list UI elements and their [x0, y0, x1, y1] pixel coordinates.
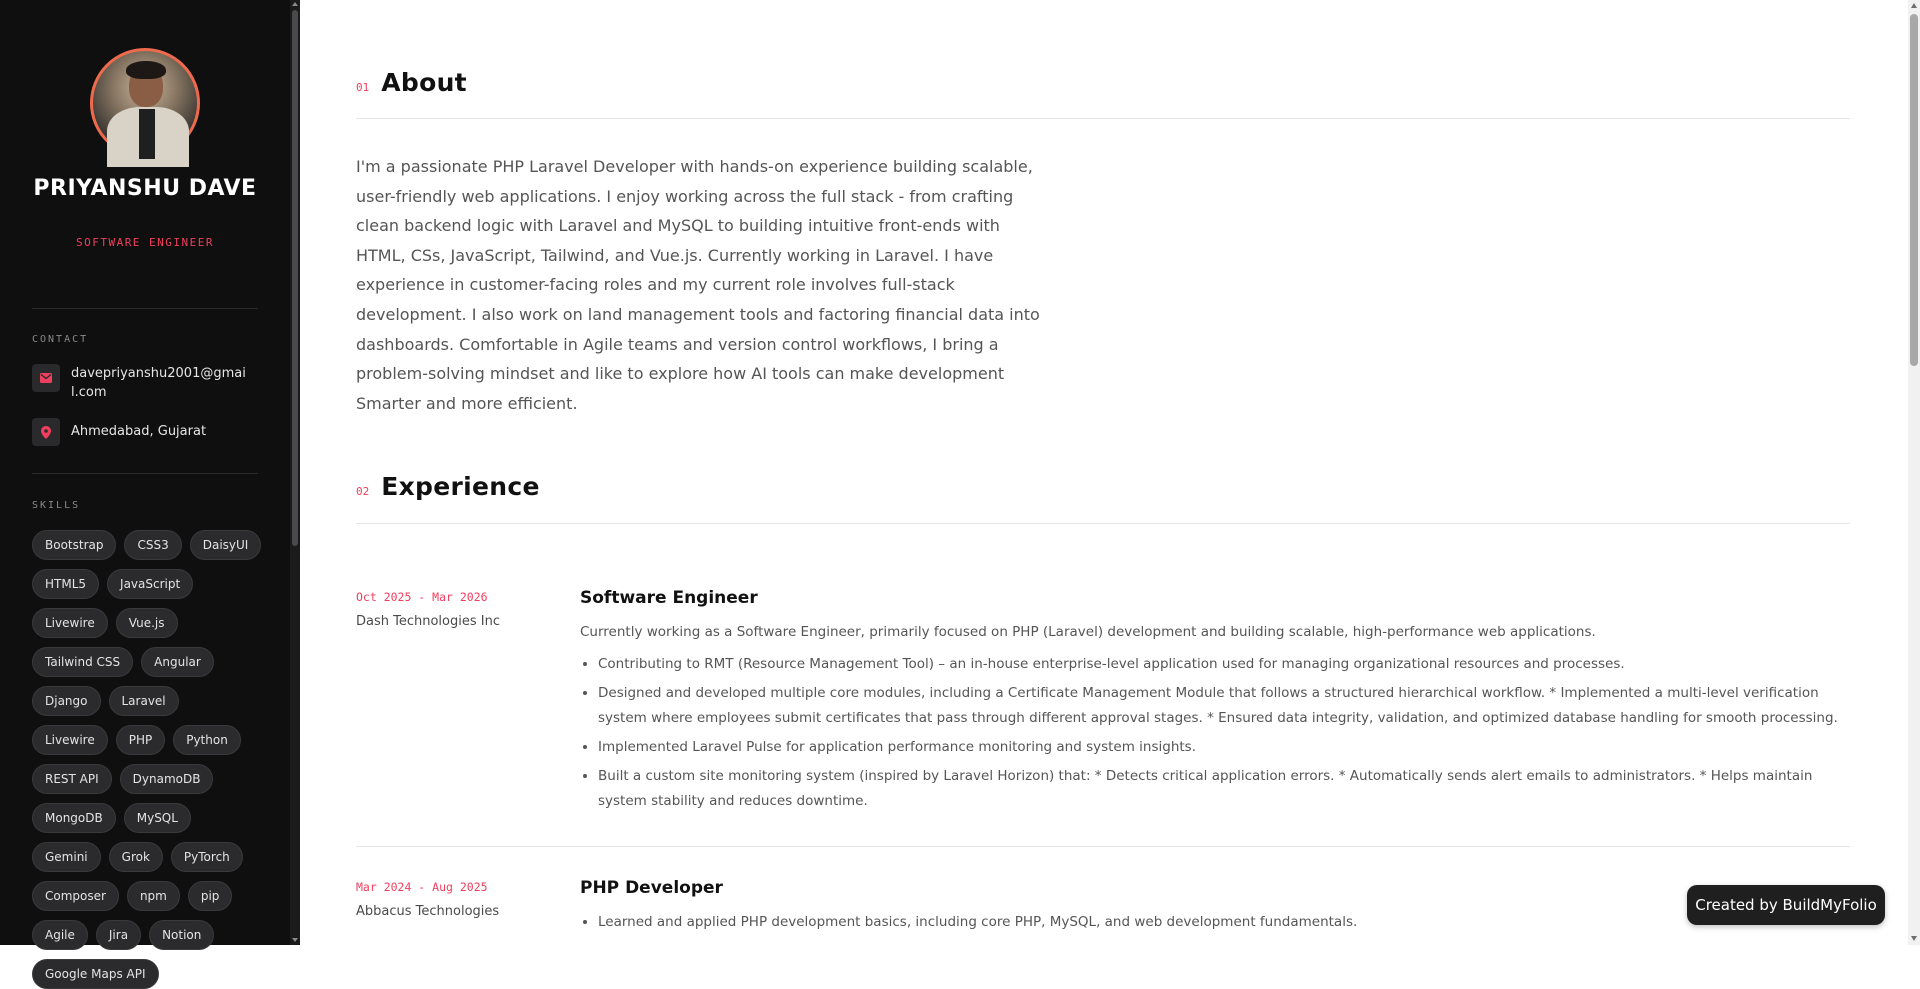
- job-bullets: [580, 652, 1850, 814]
- skill-chip: Agile: [32, 920, 88, 950]
- skill-chip: Google Maps API: [32, 959, 159, 989]
- skill-chip: Jira: [96, 920, 141, 950]
- skill-chip: JavaScript: [107, 569, 193, 599]
- profile-role: SOFTWARE ENGINEER: [75, 236, 215, 249]
- job-divider: [356, 846, 1850, 847]
- skill-chip: Livewire: [32, 725, 108, 755]
- sidebar-scroll-down-icon[interactable]: [292, 938, 298, 942]
- sidebar-divider: [32, 473, 258, 474]
- skill-chip: DaisyUI: [190, 530, 262, 560]
- experience-number: 02: [356, 485, 370, 498]
- skill-chip: CSS3: [124, 530, 181, 560]
- about-text: I'm a passionate PHP Laravel Developer with hands-on experience building scalable, user-friendly web applications. I enjoy working across the full stack - from crafting clean backend logic with Laravel and MySQL to building intuitive front-ends with HTML, CSs, JavaScript, Tailwind, and Vue.js. Currently working in Laravel. I have experience in customer-facing roles and my current role involves full-stack development. I also work on land management tools and factoring financial data into dashboards. Comfortable in Agile teams and version control workflows, I bring a problem-solving mindset and like to explore how AI tools can make development Smarter and more efficient.: [356, 157, 1040, 413]
- sidebar: [0, 0, 300, 981]
- skill-chip: Django: [32, 686, 101, 716]
- section-rule: [356, 118, 1850, 119]
- skill-chip: Tailwind CSS: [32, 647, 133, 677]
- created-by-badge[interactable]: Created by BuildMyFolio: [1687, 885, 1885, 925]
- skill-chip: Grok: [109, 842, 163, 872]
- skill-chip: Gemini: [32, 842, 101, 872]
- mail-icon: [32, 364, 60, 392]
- skill-chip: Bootstrap: [32, 530, 116, 560]
- page-scroll-down-icon[interactable]: [1911, 936, 1917, 941]
- contact-label: CONTACT: [32, 334, 89, 345]
- job-date: Mar 2024 - Aug 2025: [356, 880, 488, 894]
- job-bullet: • Contributing to RMT (Resource Management Tool) – an in-house enterprise-level application used for managing organizational resources and processes.: [598, 652, 1850, 677]
- job-bullets: [580, 910, 1850, 935]
- skill-chip: Laravel: [109, 686, 179, 716]
- sidebar-scrollbar[interactable]: [290, 0, 300, 945]
- skill-chip: npm: [127, 881, 180, 911]
- job-bullet: • Designed and developed multiple core modules, including a Certificate Management Module that follows a structured hierarchical workflow. * Implemented a multi-level verification system where employees submit certificates that pass through different approval stages. * Ensured data integrity, validation, and optimized database handling for smooth processing.: [598, 681, 1850, 731]
- job-title: PHP Developer: [580, 878, 723, 898]
- contact-email-text[interactable]: davepriyanshu2001@gmail.com: [71, 366, 246, 400]
- job-summary: Currently working as a Software Engineer, primarily focused on PHP (Laravel) development and building scalable, high-performance web applications.: [580, 624, 1596, 640]
- main-content: [300, 0, 1908, 945]
- page-scrollbar[interactable]: [1908, 0, 1920, 945]
- job-title: Software Engineer: [580, 588, 758, 608]
- page-scrollbar-thumb[interactable]: [1910, 14, 1918, 366]
- job-bullet: • Learned and applied PHP development basics, including core PHP, MySQL, and web development fundamentals.: [598, 910, 1850, 935]
- skill-chip: HTML5: [32, 569, 99, 599]
- skills-list: [32, 530, 262, 989]
- skill-chip: Angular: [141, 647, 214, 677]
- skill-chip: Python: [173, 725, 241, 755]
- skill-chip: DynamoDB: [120, 764, 214, 794]
- sidebar-divider: [32, 308, 258, 309]
- job-date: Oct 2025 - Mar 2026: [356, 590, 488, 604]
- contact-location: [32, 418, 251, 446]
- about-number: 01: [356, 81, 370, 94]
- avatar: [90, 48, 200, 158]
- skills-label: SKILLS: [32, 500, 81, 511]
- about-title: About: [381, 68, 467, 97]
- experience-title: Experience: [381, 472, 540, 501]
- contact-email[interactable]: [32, 364, 251, 402]
- contact-location-text: Ahmedabad, Gujarat: [71, 424, 207, 439]
- skill-chip: REST API: [32, 764, 112, 794]
- job-company: Dash Technologies Inc: [356, 614, 500, 629]
- job-bullet: • Implemented Laravel Pulse for application performance monitoring and system insights.: [598, 735, 1850, 760]
- skill-chip: Notion: [149, 920, 214, 950]
- skill-chip: pip: [188, 881, 233, 911]
- skill-chip: Vue.js: [116, 608, 178, 638]
- skill-chip: MongoDB: [32, 803, 116, 833]
- job-bullet: • Built a custom site monitoring system (inspired by Laravel Horizon) that: * Detects critical application errors. * Automatically sends alert emails to administrators. * Helps maintain system stability and reduces downtime.: [598, 764, 1850, 814]
- job-company: Abbacus Technologies: [356, 904, 500, 919]
- skill-chip: Composer: [32, 881, 119, 911]
- about-heading: [356, 68, 467, 97]
- skill-chip: PyTorch: [171, 842, 243, 872]
- skill-chip: PHP: [116, 725, 166, 755]
- profile-name: PRIYANSHU DAVE: [33, 176, 257, 201]
- sidebar-scroll-up-icon[interactable]: [292, 2, 298, 6]
- experience-heading: [356, 472, 540, 501]
- section-rule: [356, 523, 1850, 524]
- location-pin-icon: [32, 418, 60, 446]
- skill-chip: Livewire: [32, 608, 108, 638]
- sidebar-scrollbar-thumb[interactable]: [292, 10, 298, 546]
- page-scroll-up-icon[interactable]: [1911, 3, 1917, 8]
- skill-chip: MySQL: [124, 803, 191, 833]
